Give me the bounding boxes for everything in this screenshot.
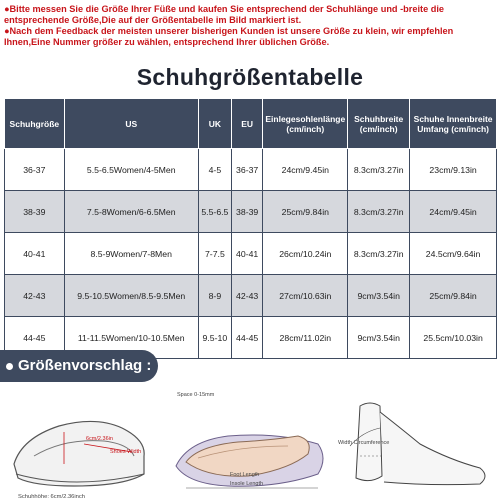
- col-header-us: US: [64, 99, 198, 149]
- col-header-circumference: Schuhe Innenbreite Umfang (cm/inch): [410, 99, 497, 149]
- width-circumference-label: Width Circumference: [338, 440, 390, 446]
- table-cell: 40-41: [231, 233, 262, 275]
- table-cell: 26cm/10.24in: [263, 233, 348, 275]
- bullet-icon: [6, 363, 13, 370]
- slipper-width-label: Shoes Width: [110, 449, 142, 455]
- suggestion-label: Größenvorschlag :: [18, 357, 152, 374]
- col-header-eu: EU: [231, 99, 262, 149]
- table-cell: 9cm/3.54in: [348, 317, 410, 359]
- table-cell: 5.5-6.5: [198, 191, 231, 233]
- table-cell: 42-43: [231, 275, 262, 317]
- table-cell: 7-7.5: [198, 233, 231, 275]
- table-cell: 8.3cm/3.27in: [348, 233, 410, 275]
- col-header-width: Schuhbreite (cm/inch): [348, 99, 410, 149]
- table-cell: 25cm/9.84in: [263, 191, 348, 233]
- table-row: [5, 233, 497, 275]
- table-cell: 11-11.5Women/10-10.5Men: [64, 317, 198, 359]
- table-cell: 4-5: [198, 149, 231, 191]
- table-cell: 24cm/9.45in: [263, 149, 348, 191]
- table-cell: 40-41: [5, 233, 65, 275]
- table-cell: 24cm/9.45in: [410, 191, 497, 233]
- table-cell: 38-39: [231, 191, 262, 233]
- space-label: Space 0-15mm: [177, 392, 215, 398]
- col-header-uk: UK: [198, 99, 231, 149]
- table-cell: 36-37: [231, 149, 262, 191]
- notes: [4, 4, 496, 48]
- table-cell: 44-45: [5, 317, 65, 359]
- page-title: Schuhgrößentabelle: [136, 64, 364, 90]
- table-header-row: [5, 99, 497, 149]
- table-cell: 9.5-10.5Women/8.5-9.5Men: [64, 275, 198, 317]
- table-cell: 27cm/10.63in: [263, 275, 348, 317]
- table-cell: 28cm/11.02in: [263, 317, 348, 359]
- table-cell: 38-39: [5, 191, 65, 233]
- table-row: [5, 149, 497, 191]
- table-cell: 9cm/3.54in: [348, 275, 410, 317]
- size-suggestion-section: [0, 344, 500, 500]
- table-cell: 8.3cm/3.27in: [348, 191, 410, 233]
- slipper-illustration: [4, 386, 164, 498]
- table-cell: 23cm/9.13in: [410, 149, 497, 191]
- table-cell: 5.5-6.5Women/4-5Men: [64, 149, 198, 191]
- table-cell: 25.5cm/10.03in: [410, 317, 497, 359]
- table-cell: 44-45: [231, 317, 262, 359]
- note-measure: ●Bitte messen Sie die Größe Ihrer Füße und kaufen Sie entsprechend der Schuhlänge und -breite die entsprechende Größe,Die auf der Größentabelle im Bild markiert ist.: [4, 4, 445, 25]
- table-row: [5, 275, 497, 317]
- suggestion-banner: [0, 350, 158, 382]
- col-header-size: Schuhgröße: [5, 99, 65, 149]
- table-cell: 8.5-9Women/7-8Men: [64, 233, 198, 275]
- table-cell: 9.5-10: [198, 317, 231, 359]
- table-cell: 7.5-8Women/6-6.5Men: [64, 191, 198, 233]
- insole-length-label: Insole Length: [230, 481, 264, 487]
- foot-length-label: Foot Length: [230, 472, 260, 478]
- table-cell: 24.5cm/9.64in: [410, 233, 497, 275]
- note-size-up: ●Nach dem Feedback der meisten unserer bisherigen Kunden ist unsere Größe zu klein, wir empfehlen Ihnen,Eine Nummer größer zu wählen, entsprechend Ihrer üblichen Größe.: [4, 26, 454, 47]
- slipper-height-label: 6cm/2.36in: [86, 436, 113, 442]
- size-table: [4, 98, 497, 359]
- table-cell: 8.3cm/3.27in: [348, 149, 410, 191]
- table-cell: 25cm/9.84in: [410, 275, 497, 317]
- col-header-insole: Einlegesohlenlänge (cm/inch): [263, 99, 348, 149]
- table-row: [5, 191, 497, 233]
- table-cell: 8-9: [198, 275, 231, 317]
- table-cell: 36-37: [5, 149, 65, 191]
- table-cell: 42-43: [5, 275, 65, 317]
- slipper-caption: Schuhhöhe: 6cm/2.36inch: [18, 494, 86, 500]
